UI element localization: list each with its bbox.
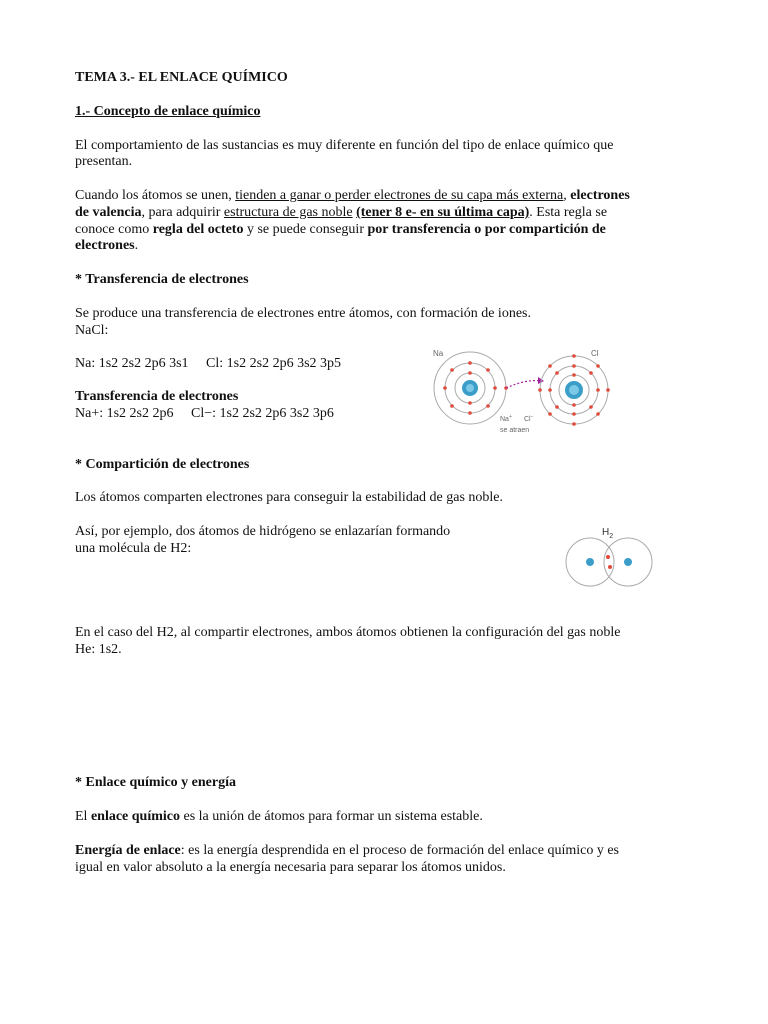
octet-paragraph-line-4 [75, 237, 138, 254]
h-nucleus-left [586, 558, 594, 566]
page-title: TEMA 3.- EL ENLACE QUÍMICO [75, 70, 288, 85]
section-heading-transfer: * Transferencia de electrones [75, 272, 249, 287]
intro-line-1: El comportamiento de las sustancias es muy diferente en función del tipo de enlace químico que [75, 138, 614, 153]
text-run-underlined: tienden a ganar o perder electrones de su capa más externa [235, 188, 564, 203]
text-run: Cuando los átomos se unen, [75, 188, 236, 203]
text-run-bold: Energía de enlace [75, 843, 181, 858]
share-line-2: Así, por ejemplo, dos átomos de hidrógeno se enlazarían formando [75, 524, 451, 539]
text-run-bold: por transferencia o por compartición de [367, 222, 606, 237]
transfer-subheading: Transferencia de electrones [75, 389, 239, 404]
energy-line-2 [75, 842, 619, 859]
octet-paragraph-line-3 [75, 221, 606, 238]
cl-label: Cl [591, 349, 599, 358]
na-label: Na [433, 349, 444, 358]
text-run: es la unión de átomos para formar un sistema estable. [180, 809, 483, 824]
text-run-bold: electrones [75, 238, 135, 253]
electron-config-ions: Na+: 1s2 2s2 2p6 Cl−: 1s2 2s2 2p6 3s2 3p6 [75, 406, 334, 421]
attraction-caption: se atraen [500, 427, 530, 433]
shared-electron-2 [608, 565, 612, 569]
cl-nucleus-highlight [569, 385, 579, 395]
text-run-bold: enlace químico [90, 809, 180, 824]
section-heading-share: * Compartición de electrones [75, 457, 250, 472]
energy-line-1 [75, 808, 483, 825]
text-run: , [563, 188, 571, 203]
nacl-transfer-diagram [428, 343, 624, 433]
share-line-4: En el caso del H2, al compartir electrones, ambos átomos obtienen la configuración del gas noble [75, 625, 621, 640]
text-run: conoce como [75, 222, 153, 237]
h2-label: $H_2$ [602, 527, 614, 540]
text-run: El [75, 809, 91, 824]
section-heading-concept: 1.- Concepto de enlace químico [75, 104, 261, 119]
h-nucleus-right [624, 558, 632, 566]
transfer-line-2: NaCl: [75, 323, 109, 338]
cl-ion-label: Cl− [524, 414, 534, 423]
text-run-bold: electrones [570, 188, 630, 203]
share-line-3: una molécula de H2: [75, 541, 192, 556]
share-line-1: Los átomos comparten electrones para conseguir la estabilidad de gas noble. [75, 490, 504, 505]
text-run: . Esta regla se [529, 205, 608, 220]
chlorine-atom [538, 354, 610, 426]
section-heading-energy: * Enlace químico y energía [75, 775, 236, 790]
octet-paragraph-line-1 [75, 187, 630, 204]
text-run: y se puede conseguir [243, 222, 368, 237]
na-ion-label: Na+ [500, 414, 512, 423]
energy-line-3: igual en valor absoluto a la energía necesaria para separar los átomos unidos. [75, 860, 506, 875]
text-run-bold-underlined: (tener 8 e- en su última capa) [356, 205, 530, 220]
text-run-underlined: estructura de gas noble [223, 205, 353, 220]
octet-paragraph-line-2 [75, 204, 607, 221]
share-line-5: He: 1s2. [75, 642, 122, 657]
sodium-atom [434, 352, 508, 424]
shared-electron-1 [606, 555, 610, 559]
text-run-bold: regla del octeto [152, 222, 244, 237]
transfer-line-1: Se produce una transferencia de electrones entre átomos, con formación de iones. [75, 306, 531, 321]
transfer-arrow [506, 381, 541, 388]
text-run: . [134, 238, 139, 253]
na-nucleus-highlight [466, 384, 474, 392]
text-run-bold: de valencia [75, 205, 142, 220]
h2-molecule-diagram [558, 521, 662, 587]
text-run: , para adquirir [141, 205, 224, 220]
text-run: : es la energía desprendida en el proceso de formación del enlace químico y es [180, 843, 619, 858]
electron-config-neutral: Na: 1s2 2s2 2p6 3s1 Cl: 1s2 2s2 2p6 3s2 3p5 [75, 356, 342, 371]
intro-line-2: presentan. [75, 154, 133, 169]
